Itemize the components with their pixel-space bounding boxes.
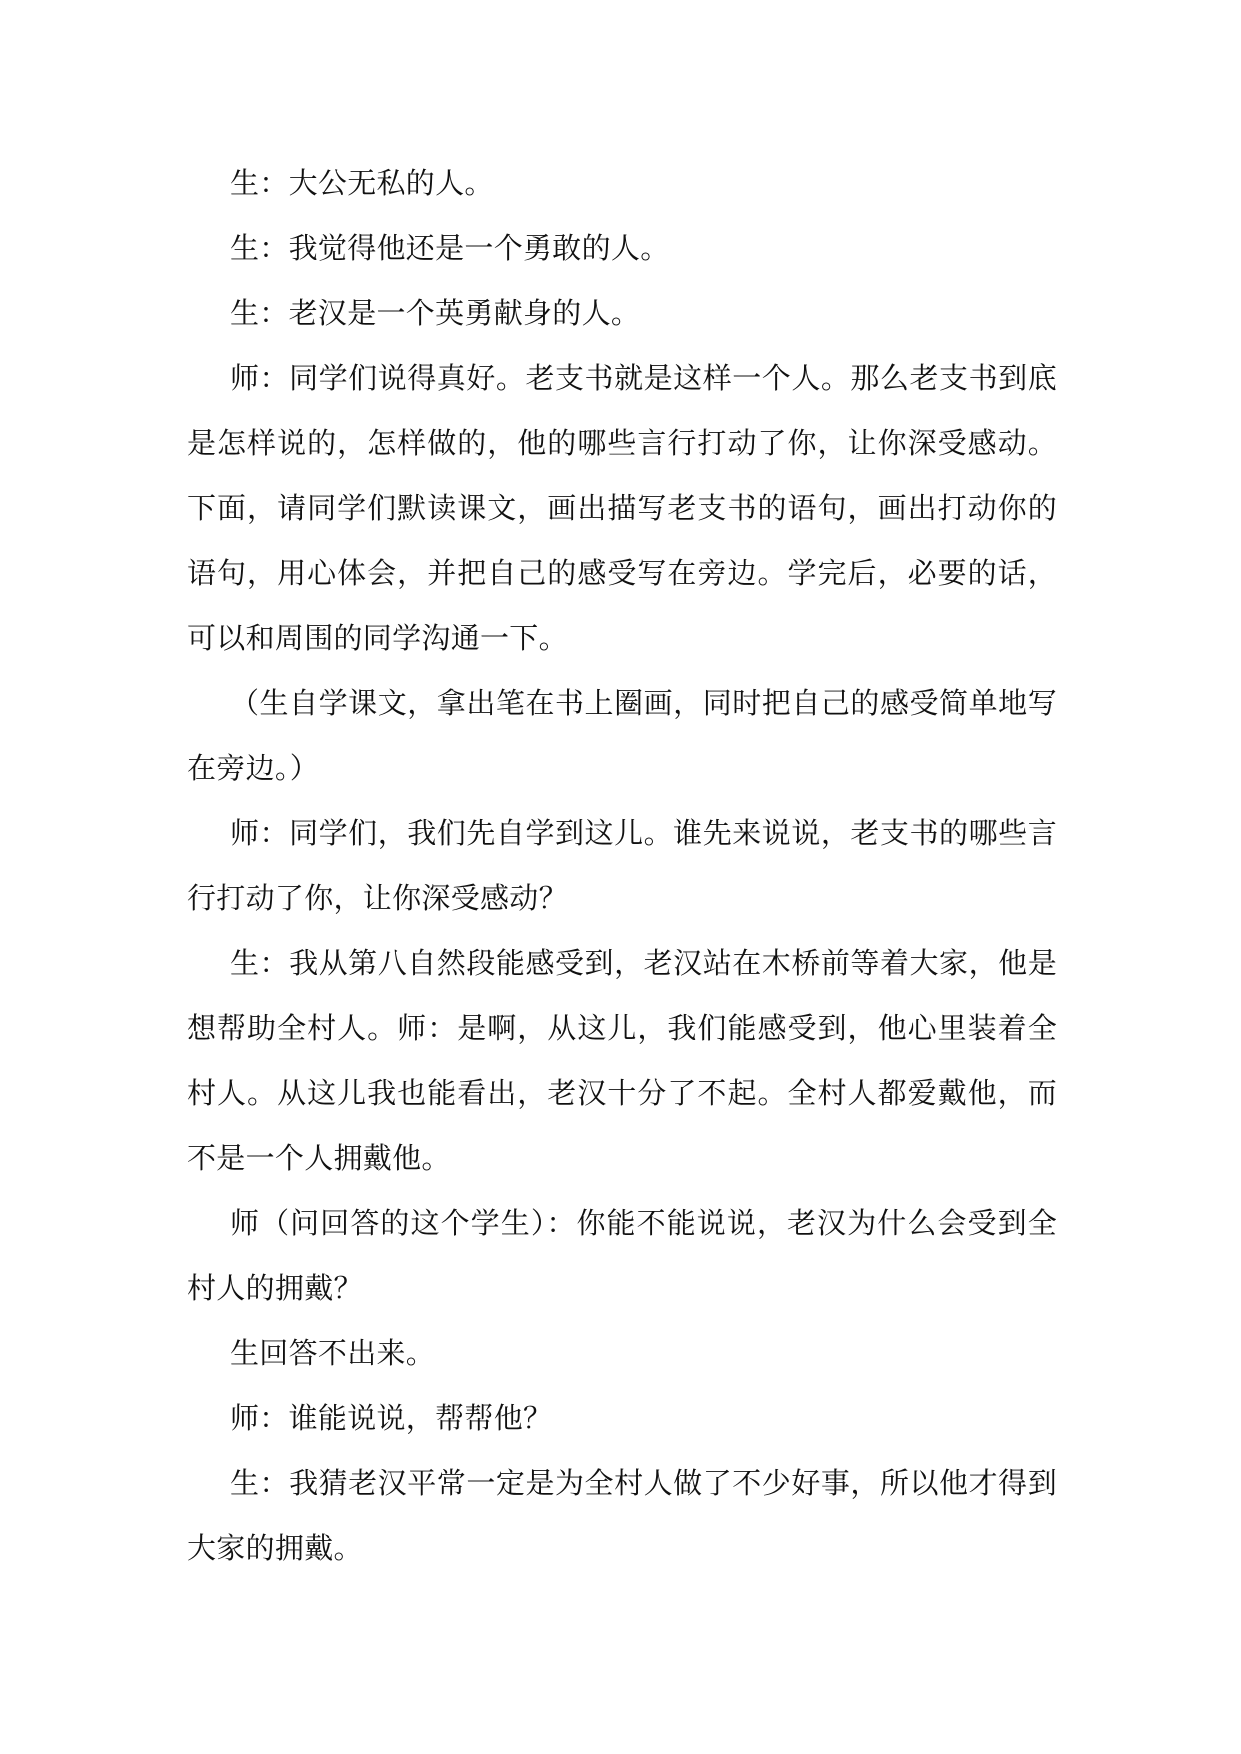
paragraph: 师：同学们，我们先自学到这儿。谁先来说说，老支书的哪些言行打动了你，让你深受感动？ [187,816,1057,915]
paragraph: 师：谁能说说，帮帮他？ [230,1401,553,1435]
paragraph: 师（问回答的这个学生）：你能不能说说，老汉为什么会受到全村人的拥戴？ [187,1206,1057,1305]
paragraph: 生：老汉是一个英勇献身的人。 [230,296,641,330]
paragraph: 师：同学们说得真好。老支书就是这样一个人。那么老支书到底是怎样说的，怎样做的，他的哪些言行打动了你，让你深受感动。下面，请同学们默读课文，画出描写老支书的语句，画出打动你的语句，用心体会，并把自己的感受写在旁边。学完后，必要的话，可以和周围的同学沟通一下。 [187,361,1057,655]
paragraph: 生：我从第八自然段能感受到，老汉站在木桥前等着大家，他是想帮助全村人。师：是啊，从这儿，我们能感受到，他心里装着全村人。从这儿我也能看出，老汉十分了不起。全村人都爱戴他，而不是一个人拥戴他。 [187,946,1057,1175]
paragraph: （生自学课文，拿出笔在书上圈画，同时把自己的感受简单地写在旁边。） [187,686,1057,785]
paragraph: 生：我觉得他还是一个勇敢的人。 [230,231,670,265]
document-body [187,151,1057,1581]
paragraph: 生：大公无私的人。 [230,166,494,200]
paragraph: 生回答不出来。 [230,1336,436,1370]
paragraph: 生：我猜老汉平常一定是为全村人做了不少好事，所以他才得到大家的拥戴。 [187,1466,1057,1565]
